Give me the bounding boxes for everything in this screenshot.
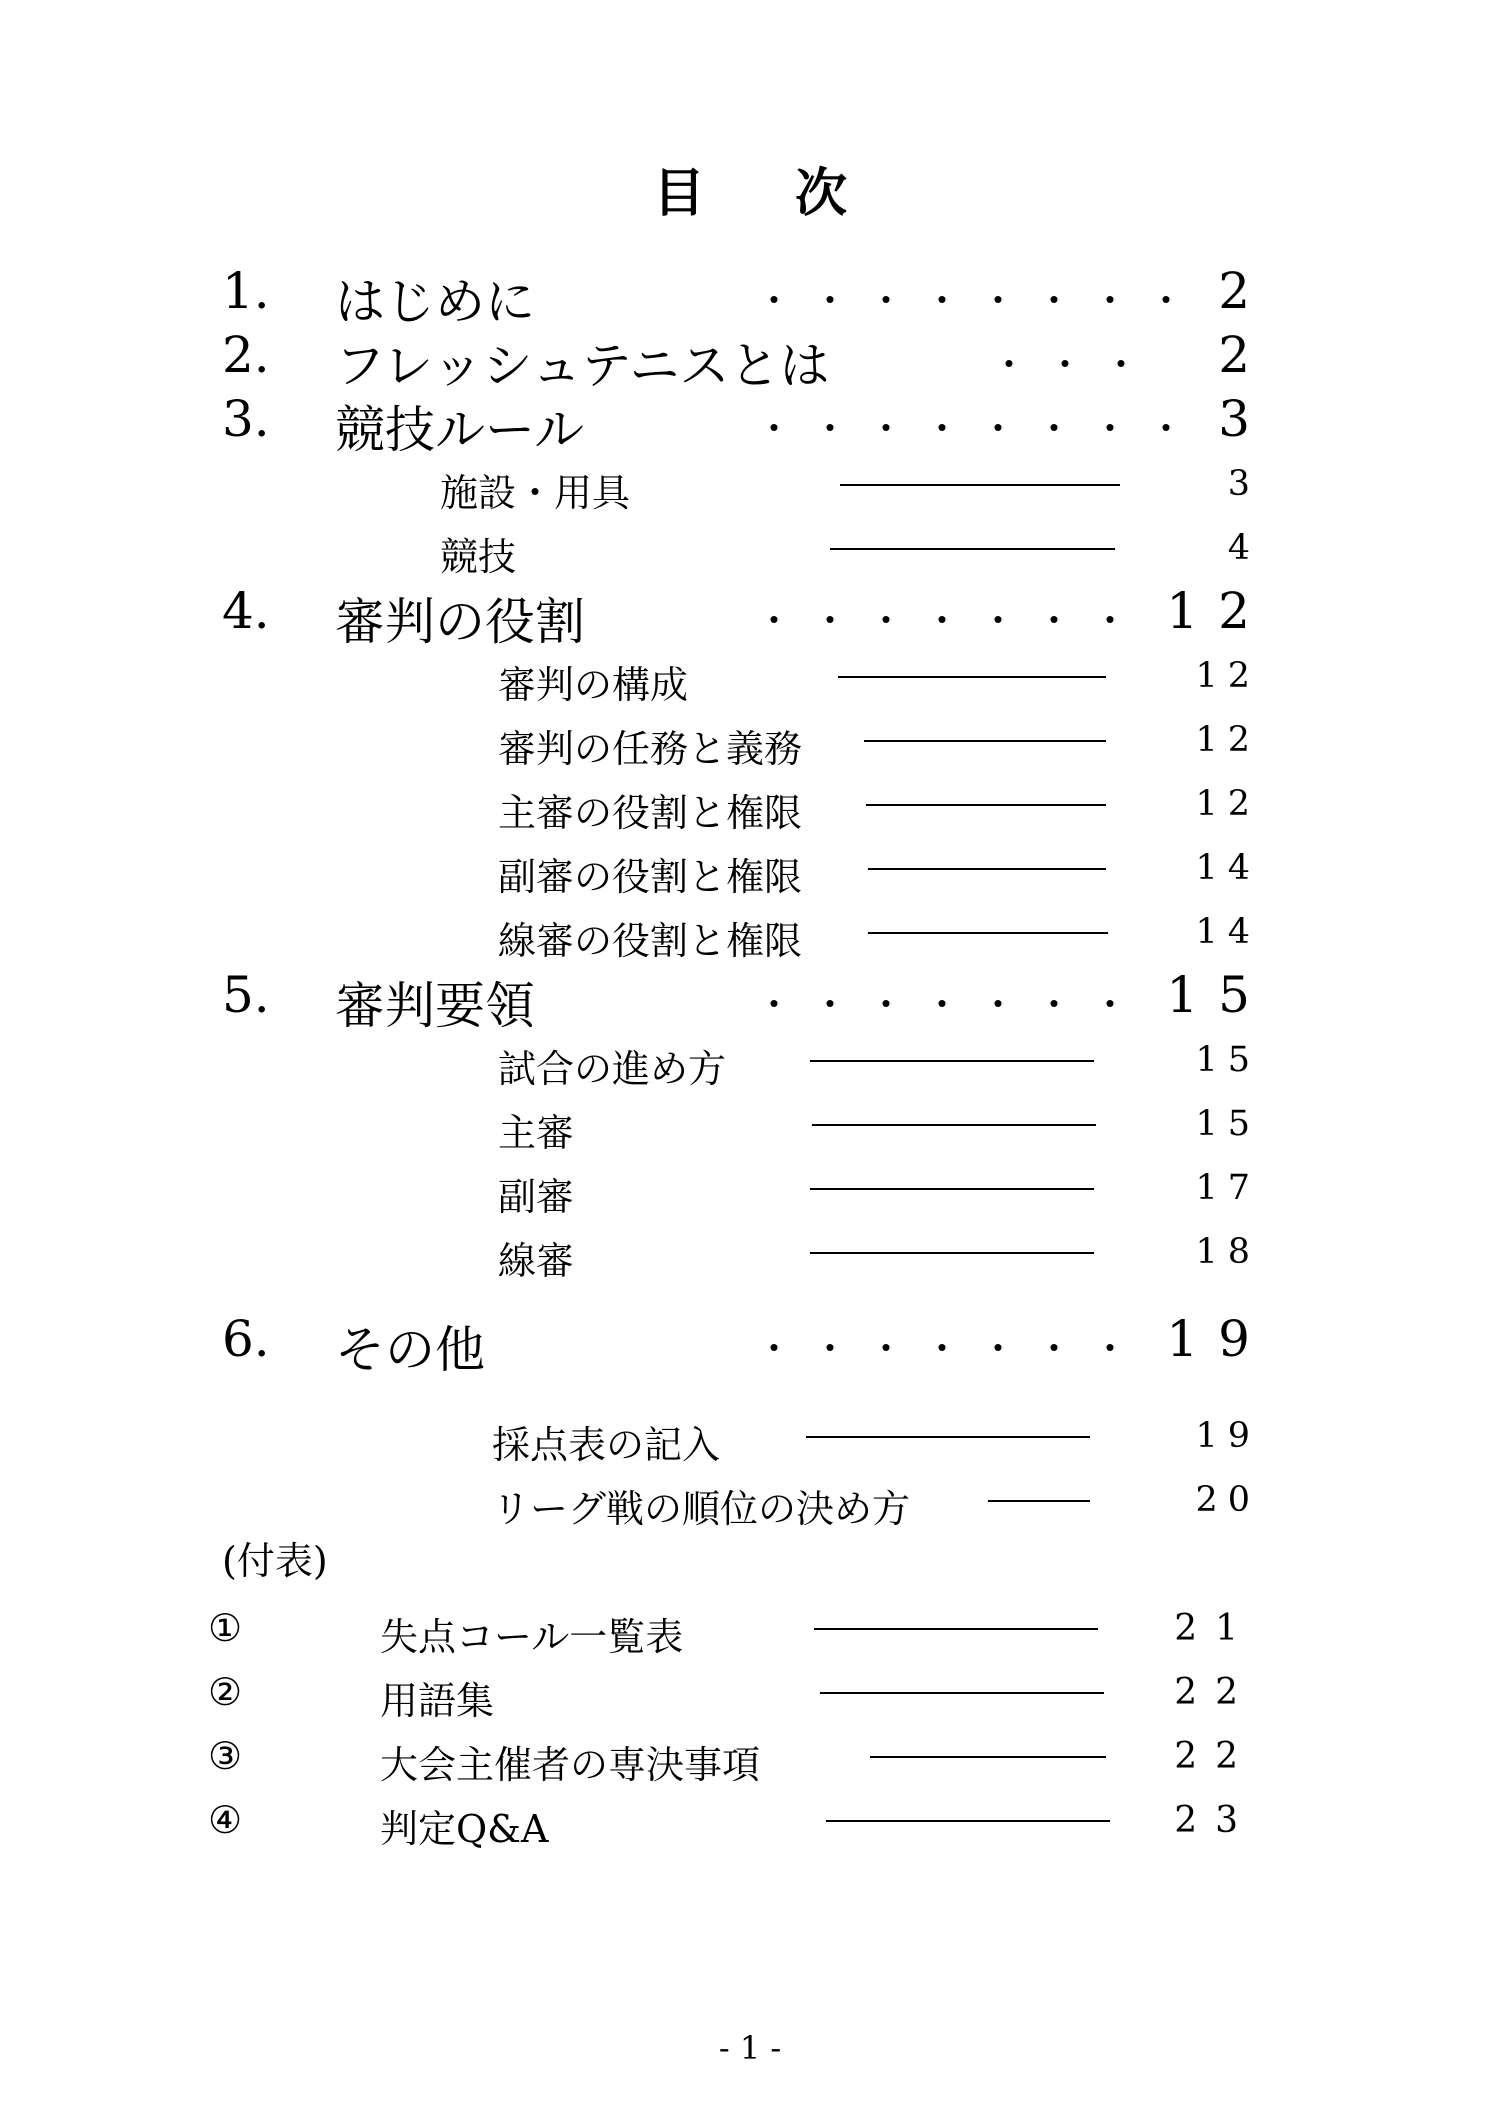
item-page: 12 (1195, 720, 1260, 760)
section-page: 3 (1218, 390, 1270, 448)
section-number: 3. (222, 390, 270, 448)
section-number: 5. (222, 966, 270, 1024)
item-page: 20 (1195, 1480, 1260, 1520)
item-label: 副審の役割と権限 (498, 855, 803, 899)
leader-line (840, 484, 1120, 486)
appendix-label: (付表) (222, 1539, 328, 1583)
section-label: その他 (335, 1321, 485, 1379)
toc-section-1 (0, 262, 1500, 331)
appendix-item (0, 1798, 1500, 1851)
item-page: 12 (1195, 784, 1260, 824)
appendix-item (0, 1670, 1500, 1723)
item-label: 用語集 (380, 1679, 495, 1723)
item-label: 線審 (498, 1239, 575, 1283)
item-label: 主審の役割と権限 (498, 791, 803, 835)
leader-dots: ・・・・・・・・ (755, 279, 1204, 323)
section-number: 2. (222, 326, 270, 384)
leader-line (868, 868, 1106, 870)
appendix-item (0, 1734, 1500, 1787)
section-label: 審判の役割 (335, 593, 585, 651)
item-label: 競技 (440, 535, 517, 579)
toc-section-2 (0, 326, 1500, 395)
item-page: 23 (1174, 1800, 1256, 1841)
toc-section-5 (0, 966, 1500, 1035)
item-page: 3 (1227, 464, 1260, 504)
toc-item (0, 1230, 1500, 1283)
item-label: 審判の任務と義務 (498, 727, 803, 771)
item-page: 22 (1174, 1736, 1256, 1777)
leader-dots: ・・・・・・・ (755, 983, 1148, 1027)
leader-line (864, 740, 1106, 742)
item-page: 17 (1195, 1168, 1260, 1208)
item-label: 副審 (498, 1175, 575, 1219)
section-label: はじめに (335, 273, 535, 331)
leader-dots: ・・・・・・・・ (755, 407, 1204, 451)
leader-line (838, 676, 1106, 678)
toc-section-4 (0, 582, 1500, 651)
item-label: 試合の進め方 (498, 1047, 727, 1091)
leader-line (866, 804, 1106, 806)
section-label: 審判要領 (335, 977, 535, 1035)
item-label: リーグ戦の順位の決め方 (492, 1487, 911, 1531)
leader-line (820, 1692, 1104, 1694)
item-label: 線審の役割と権限 (498, 919, 803, 963)
leader-line (830, 548, 1115, 550)
circled-number: ① (208, 1606, 243, 1650)
item-page: 22 (1174, 1672, 1256, 1713)
item-label: 審判の構成 (498, 663, 689, 707)
toc-section-6 (0, 1310, 1500, 1379)
leader-line (810, 1188, 1094, 1190)
leader-line (988, 1500, 1090, 1502)
item-label: 採点表の記入 (492, 1423, 721, 1467)
section-page: 2 (1218, 326, 1270, 384)
toc-item (0, 1414, 1500, 1467)
page-number: - 1 - (718, 2029, 782, 2067)
toc-section-3 (0, 390, 1500, 459)
item-page: 14 (1195, 912, 1260, 952)
section-label: フレッシュテニスとは (335, 337, 830, 395)
leader-line (826, 1820, 1110, 1822)
toc-item (0, 1166, 1500, 1219)
leader-line (806, 1436, 1090, 1438)
item-page: 15 (1195, 1040, 1260, 1080)
circled-number: ② (208, 1670, 243, 1714)
toc-item (0, 1038, 1500, 1091)
item-label: 判定Q&A (380, 1807, 549, 1851)
leader-line (810, 1252, 1094, 1254)
leader-dots: ・・・・・・・ (755, 599, 1148, 643)
item-label: 大会主催者の専決事項 (380, 1743, 761, 1787)
section-label: 競技ルール (335, 401, 584, 459)
item-page: 19 (1195, 1416, 1260, 1456)
leader-dots: ・・・・・・・ (755, 1327, 1148, 1371)
item-page: 21 (1174, 1608, 1256, 1649)
section-number: 1. (222, 262, 270, 320)
appendix-item (0, 1606, 1500, 1659)
toc-item (0, 782, 1500, 835)
section-number: 4. (222, 582, 270, 640)
leader-line (812, 1124, 1096, 1126)
section-page: 2 (1218, 262, 1270, 320)
leader-line (814, 1628, 1098, 1630)
toc-item (0, 718, 1500, 771)
circled-number: ④ (208, 1798, 243, 1842)
page-title: 目次 (652, 163, 937, 224)
section-page: 12 (1166, 582, 1270, 640)
item-label: 主審 (498, 1111, 575, 1155)
toc-item (0, 1102, 1500, 1155)
circled-number: ③ (208, 1734, 243, 1778)
item-page: 4 (1227, 528, 1260, 568)
toc-item (0, 654, 1500, 707)
item-page: 18 (1195, 1232, 1260, 1272)
leader-line (868, 932, 1108, 934)
item-label: 施設・用具 (440, 471, 631, 515)
toc-item (0, 1478, 1500, 1531)
leader-line (870, 1756, 1106, 1758)
section-page: 19 (1166, 1310, 1270, 1368)
item-label: 失点コール一覧表 (380, 1615, 684, 1659)
toc-item (0, 846, 1500, 899)
toc-item (0, 526, 1500, 579)
leader-line (810, 1060, 1094, 1062)
section-number: 6. (222, 1310, 270, 1368)
toc-item (0, 462, 1500, 515)
item-page: 15 (1195, 1104, 1260, 1144)
section-page: 15 (1166, 966, 1270, 1024)
item-page: 14 (1195, 848, 1260, 888)
item-page: 12 (1195, 656, 1260, 696)
toc-item (0, 910, 1500, 963)
leader-dots: ・・・ (990, 343, 1159, 387)
